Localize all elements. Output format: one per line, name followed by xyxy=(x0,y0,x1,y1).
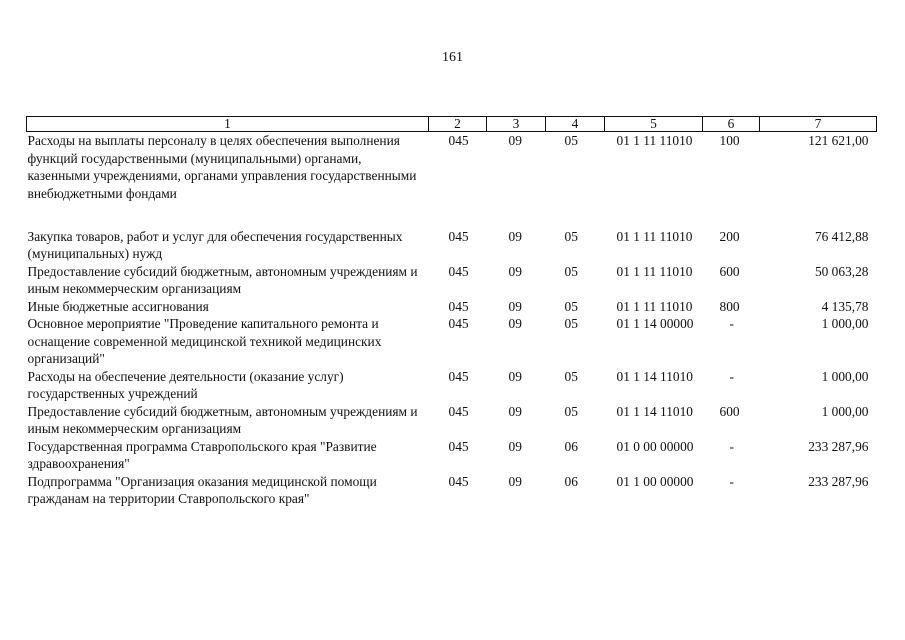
row-name: Основное мероприятие "Проведение капитального ремонта и оснащение современной медицинской техникой медицинских организаций" xyxy=(27,316,382,366)
row-target-article: 01 1 00 00000 xyxy=(616,473,694,489)
row-expense-type: - xyxy=(729,316,734,331)
row-name: Подпрограмма "Организация оказания медицинской помощи гражданам на территории Ставропольского края" xyxy=(27,473,377,506)
row-section-code: 09 xyxy=(508,403,522,419)
table-row xyxy=(27,473,877,508)
page-number: 161 xyxy=(442,50,463,65)
row-target-article: 01 1 11 11010 xyxy=(616,263,693,279)
row-target-article: 01 1 14 11010 xyxy=(616,368,693,384)
row-section-code: 09 xyxy=(508,473,522,489)
row-section-code: 09 xyxy=(508,263,522,279)
row-target-article: 01 1 11 11010 xyxy=(616,133,693,148)
row-section-code: 09 xyxy=(508,228,522,244)
row-subsection-code: 05 xyxy=(564,368,578,384)
row-name: Расходы на обеспечение деятельности (оказание услуг) государственных учреждений xyxy=(27,368,344,401)
row-ministry-code: 045 xyxy=(448,473,469,489)
row-amount: 50 063,28 xyxy=(814,263,869,279)
row-name: Предоставление субсидий бюджетным, автономным учреждениям и иным некоммерческим организациям xyxy=(27,263,418,296)
column-header-7: 7 xyxy=(760,117,877,132)
row-target-article: 01 1 11 11010 xyxy=(616,228,693,244)
row-target-article: 01 0 00 00000 xyxy=(616,438,694,454)
row-name: Государственная программа Ставропольского края "Развитие здравоохранения" xyxy=(27,438,377,471)
row-ministry-code: 045 xyxy=(448,263,469,279)
row-amount: 1 000,00 xyxy=(821,368,869,384)
row-subsection-code: 05 xyxy=(564,316,578,331)
header-row xyxy=(27,117,877,132)
row-subsection-code: 05 xyxy=(564,133,578,148)
row-expense-type: 100 xyxy=(719,133,740,148)
column-header-2: 2 xyxy=(429,117,487,132)
row-amount: 4 135,78 xyxy=(821,298,869,314)
row-amount: 1 000,00 xyxy=(821,316,869,331)
row-subsection-code: 05 xyxy=(564,228,578,244)
row-ministry-code: 045 xyxy=(448,438,469,454)
row-expense-type: 600 xyxy=(719,263,740,279)
row-expense-type: - xyxy=(729,473,734,489)
row-section-code: 09 xyxy=(508,133,522,148)
row-target-article: 01 1 11 11010 xyxy=(616,298,693,314)
table-row xyxy=(27,403,877,438)
row-expense-type: 800 xyxy=(719,298,740,314)
row-amount: 76 412,88 xyxy=(814,228,869,244)
column-header-6: 6 xyxy=(703,117,760,132)
row-ministry-code: 045 xyxy=(448,403,469,419)
row-subsection-code: 05 xyxy=(564,263,578,279)
row-amount: 233 287,96 xyxy=(808,438,869,454)
budget-table xyxy=(26,116,877,508)
row-ministry-code: 045 xyxy=(448,133,469,148)
table-row xyxy=(27,315,877,368)
table-row xyxy=(27,438,877,473)
column-header-4: 4 xyxy=(546,117,605,132)
row-target-article: 01 1 14 11010 xyxy=(616,403,693,419)
column-header-3: 3 xyxy=(487,117,546,132)
row-ministry-code: 045 xyxy=(448,368,469,384)
row-expense-type: 600 xyxy=(719,403,740,419)
row-section-code: 09 xyxy=(508,298,522,314)
row-section-code: 09 xyxy=(508,316,522,331)
row-name: Иные бюджетные ассигнования xyxy=(27,298,209,314)
row-section-code: 09 xyxy=(508,438,522,454)
table-row xyxy=(27,298,877,316)
row-amount: 121 621,00 xyxy=(808,133,869,148)
column-header-1: 1 xyxy=(27,117,429,132)
row-name: Предоставление субсидий бюджетным, автономным учреждениям и иным некоммерческим организациям xyxy=(27,403,418,436)
row-section-code: 09 xyxy=(508,368,522,384)
table-row xyxy=(27,132,877,228)
table-row xyxy=(27,368,877,403)
row-expense-type: 200 xyxy=(719,228,740,244)
table-body xyxy=(27,132,877,508)
row-subsection-code: 05 xyxy=(564,403,578,419)
row-ministry-code: 045 xyxy=(448,316,469,331)
row-amount: 233 287,96 xyxy=(808,473,869,489)
row-subsection-code: 06 xyxy=(564,473,578,489)
row-subsection-code: 05 xyxy=(564,298,578,314)
row-ministry-code: 045 xyxy=(448,298,469,314)
row-expense-type: - xyxy=(729,438,734,454)
row-name: Закупка товаров, работ и услуг для обеспечения государственных (муниципальных) нужд xyxy=(27,228,403,261)
row-expense-type: - xyxy=(729,368,734,384)
table-header xyxy=(27,117,877,132)
row-subsection-code: 06 xyxy=(564,438,578,454)
column-header-5: 5 xyxy=(605,117,703,132)
row-name: Расходы на выплаты персоналу в целях обеспечения выполнения функций государственными (муниципальными) органами, казенными учреждениями, органами управления государственными внебюджетными фондами xyxy=(27,133,417,201)
row-ministry-code: 045 xyxy=(448,228,469,244)
table-row xyxy=(27,228,877,263)
row-amount: 1 000,00 xyxy=(821,403,869,419)
row-target-article: 01 1 14 00000 xyxy=(616,316,694,331)
table-row xyxy=(27,263,877,298)
